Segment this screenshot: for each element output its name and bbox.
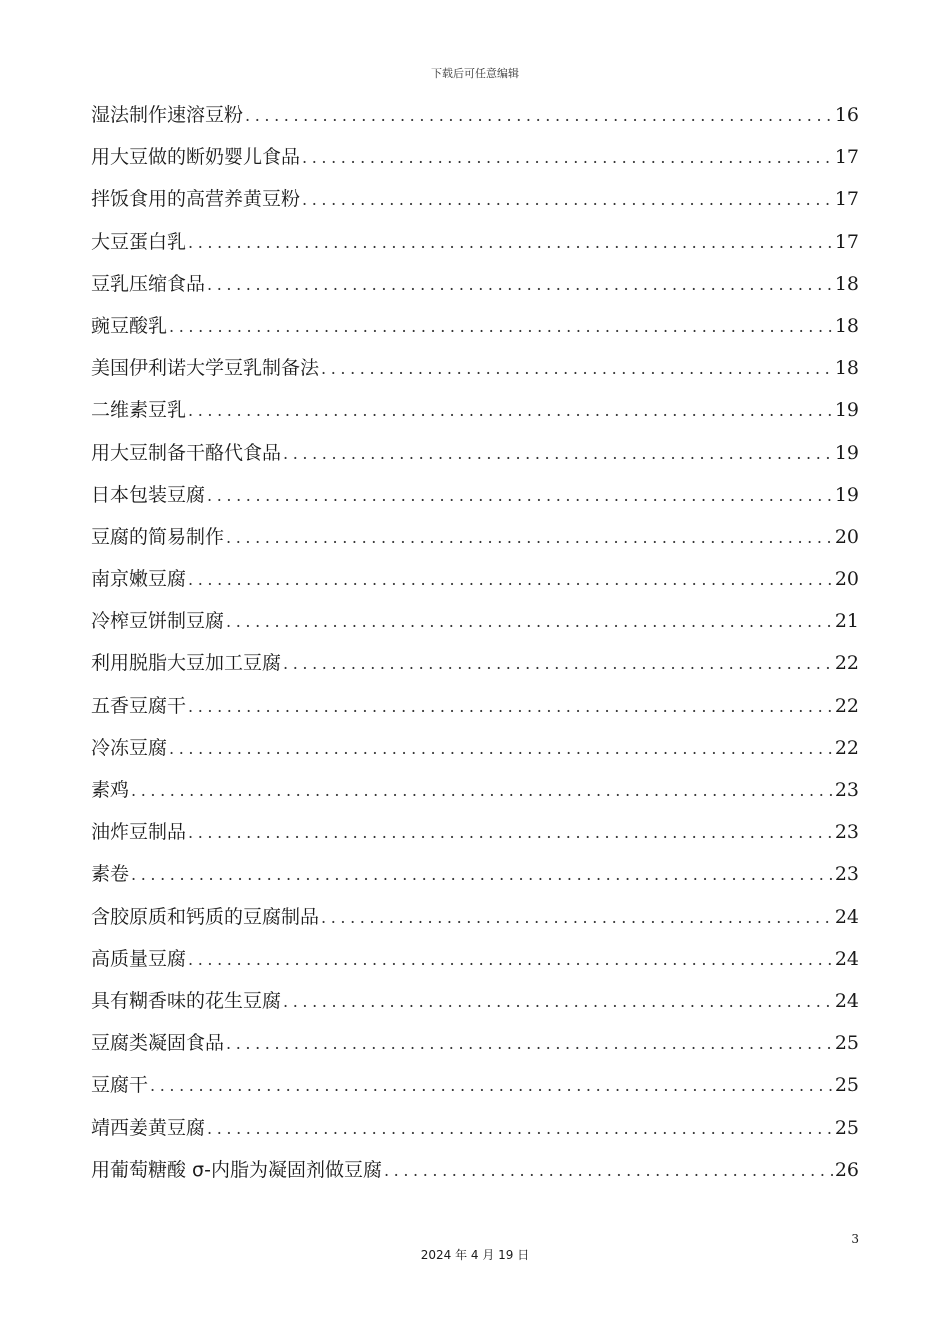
toc-entry-page: 19: [834, 483, 859, 506]
toc-entry-title: 冷榨豆饼制豆腐: [91, 610, 225, 633]
toc-entry-page: 22: [834, 652, 859, 675]
toc-dot-leader: [226, 517, 833, 559]
toc-entry[interactable]: [91, 263, 859, 305]
toc-entry-title: 具有糊香味的花生豆腐: [91, 989, 282, 1012]
toc-entry-page: 16: [834, 104, 859, 126]
toc-entry-page: 24: [834, 947, 859, 970]
toc-entry-title: 素卷: [91, 863, 130, 886]
toc-entry-title: 日本包装豆腐: [91, 483, 206, 506]
toc-entry-title: 素鸡: [91, 779, 130, 801]
toc-entry[interactable]: [91, 221, 859, 263]
toc-dot-leader: [188, 686, 833, 728]
toc-entry[interactable]: [91, 1149, 859, 1191]
toc-entry-page: 23: [834, 863, 859, 886]
toc-entry-page: 23: [834, 821, 859, 844]
toc-entry-title: 豌豆酸乳: [91, 314, 168, 337]
toc-dot-leader: [226, 1023, 833, 1065]
toc-entry-title: 含胶原质和钙质的豆腐制品: [91, 905, 320, 928]
toc-dot-leader: [188, 559, 833, 601]
toc-dot-leader: [302, 137, 833, 179]
toc-entry-page: 17: [834, 188, 859, 211]
toc-entry-page: 21: [834, 610, 859, 633]
toc-entry[interactable]: [91, 94, 859, 136]
toc-dot-leader: [283, 643, 833, 685]
toc-entry-page: 18: [834, 272, 859, 295]
toc-dot-leader: [283, 981, 833, 1023]
toc-entry[interactable]: [91, 980, 859, 1022]
toc-entry[interactable]: [91, 896, 859, 938]
toc-entry[interactable]: [91, 600, 859, 642]
toc-entry-title: 美国伊利诺大学豆乳制备法: [91, 357, 320, 380]
toc-dot-leader: [321, 897, 833, 939]
toc-entry-title: 冷冻豆腐: [91, 736, 168, 759]
page-number: 3: [851, 1232, 859, 1246]
table-of-contents: [91, 94, 859, 1191]
toc-entry-page: 20: [834, 568, 859, 591]
toc-entry[interactable]: [91, 1022, 859, 1064]
toc-entry-title: 用大豆制备干酪代食品: [91, 441, 282, 464]
toc-entry-title: 二维素豆乳: [91, 399, 187, 422]
toc-entry-page: 24: [834, 989, 859, 1012]
toc-entry-title: 高质量豆腐: [91, 947, 187, 970]
toc-entry[interactable]: [91, 389, 859, 431]
toc-entry[interactable]: [91, 727, 859, 769]
toc-entry[interactable]: [91, 136, 859, 178]
toc-entry-page: 20: [834, 525, 859, 548]
toc-entry[interactable]: [91, 853, 859, 895]
toc-entry-page: 19: [834, 399, 859, 422]
toc-dot-leader: [131, 770, 833, 812]
toc-dot-leader: [384, 1150, 833, 1192]
toc-entry-title: 五香豆腐干: [91, 694, 187, 717]
toc-entry-page: 22: [834, 736, 859, 759]
toc-dot-leader: [188, 812, 833, 854]
toc-entry[interactable]: [91, 347, 859, 389]
toc-entry-page: 25: [834, 1074, 859, 1097]
toc-dot-leader: [131, 854, 833, 896]
toc-entry-page: 19: [834, 441, 859, 464]
toc-entry-page: 18: [834, 357, 859, 380]
toc-entry-title: 拌饭食用的高营养黄豆粉: [91, 188, 301, 211]
toc-dot-leader: [302, 179, 833, 221]
toc-dot-leader: [245, 95, 833, 137]
page-header: 下载后可任意编辑: [431, 67, 519, 80]
toc-entry[interactable]: [91, 432, 859, 474]
toc-dot-leader: [207, 264, 833, 306]
toc-entry[interactable]: [91, 558, 859, 600]
toc-dot-leader: [150, 1065, 833, 1107]
toc-entry-page: 24: [834, 905, 859, 928]
toc-entry-title: 靖西姜黄豆腐: [91, 1116, 206, 1139]
toc-entry-title: 豆腐的简易制作: [91, 525, 225, 548]
toc-entry[interactable]: [91, 811, 859, 853]
toc-entry-title: 利用脱脂大豆加工豆腐: [91, 652, 282, 675]
toc-entry-title: 豆腐干: [91, 1074, 149, 1097]
toc-entry[interactable]: [91, 305, 859, 347]
toc-dot-leader: [169, 728, 833, 770]
toc-dot-leader: [207, 475, 833, 517]
toc-entry-title: 湿法制作速溶豆粉: [91, 104, 244, 126]
toc-entry-page: 25: [834, 1032, 859, 1055]
toc-dot-leader: [188, 939, 833, 981]
toc-entry[interactable]: [91, 769, 859, 811]
toc-entry-page: 22: [834, 694, 859, 717]
toc-entry-title: 用葡萄糖酸 σ-内脂为凝固剂做豆腐: [91, 1158, 382, 1181]
toc-entry-title: 用大豆做的断奶婴儿食品: [91, 146, 301, 169]
toc-dot-leader: [188, 390, 833, 432]
toc-entry-title: 大豆蛋白乳: [91, 230, 187, 253]
toc-entry-title: 南京嫩豆腐: [91, 568, 187, 591]
toc-entry-page: 26: [834, 1158, 859, 1181]
page-footer-date: 2024 年 4 月 19 日: [420, 1248, 530, 1262]
toc-dot-leader: [207, 1108, 833, 1150]
toc-entry-title: 油炸豆制品: [91, 821, 187, 844]
toc-dot-leader: [226, 601, 833, 643]
toc-entry-page: 18: [834, 314, 859, 337]
toc-dot-leader: [321, 348, 833, 390]
toc-entry[interactable]: [91, 1107, 859, 1149]
toc-entry[interactable]: [91, 642, 859, 684]
toc-entry-page: 17: [834, 230, 859, 253]
toc-entry[interactable]: [91, 1064, 859, 1106]
toc-entry[interactable]: [91, 685, 859, 727]
toc-entry-page: 23: [834, 779, 859, 801]
toc-entry[interactable]: [91, 474, 859, 516]
toc-entry-page: 25: [834, 1116, 859, 1139]
toc-dot-leader: [169, 306, 833, 348]
toc-entry[interactable]: [91, 938, 859, 980]
toc-dot-leader: [283, 433, 833, 475]
toc-dot-leader: [188, 222, 833, 264]
toc-entry-page: 17: [834, 146, 859, 169]
toc-entry[interactable]: [91, 178, 859, 220]
toc-entry-title: 豆腐类凝固食品: [91, 1032, 225, 1055]
toc-entry[interactable]: [91, 516, 859, 558]
toc-entry-title: 豆乳压缩食品: [91, 272, 206, 295]
